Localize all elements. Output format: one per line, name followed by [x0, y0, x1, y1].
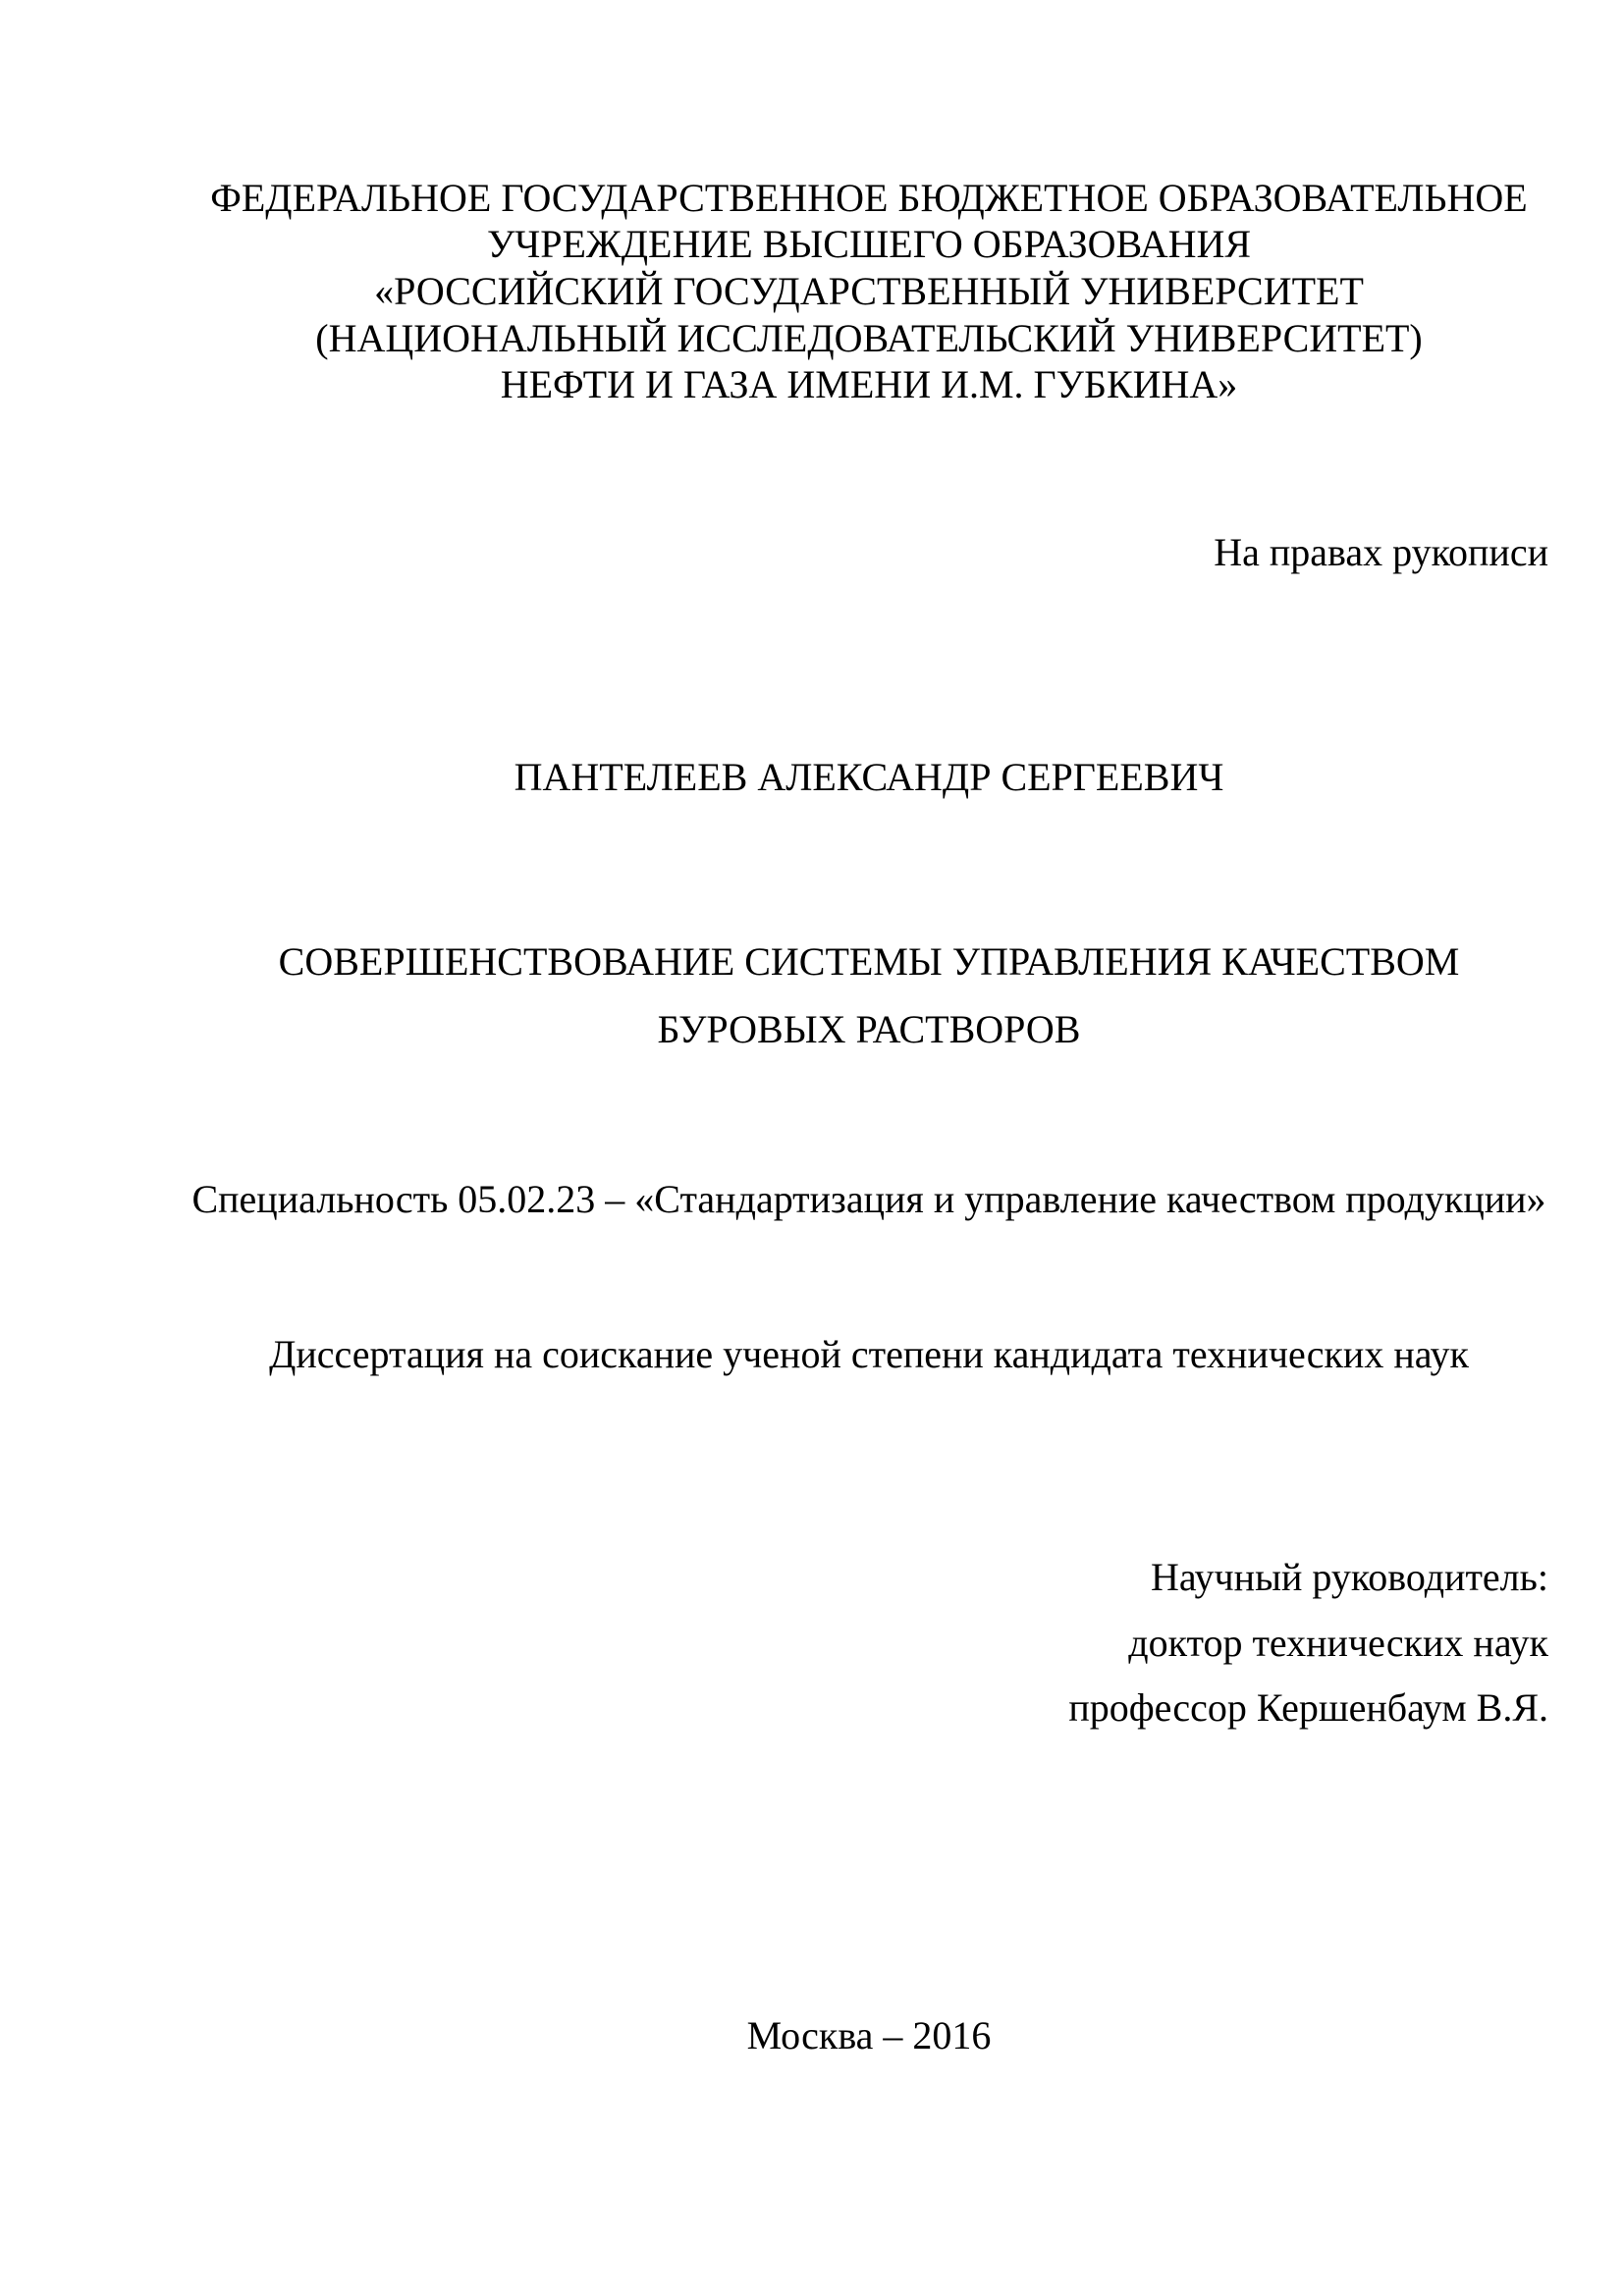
author-name: ПАНТЕЛЕЕВ АЛЕКСАНДР СЕРГЕЕВИЧ: [514, 755, 1224, 799]
institution-line-3: «РОССИЙСКИЙ ГОСУДАРСТВЕННЫЙ УНИВЕРСИТЕТ: [374, 269, 1364, 313]
institution-line-2: УЧРЕЖДЕНИЕ ВЫСШЕГО ОБРАЗОВАНИЯ: [486, 222, 1252, 266]
institution-line-1: ФЕДЕРАЛЬНОЕ ГОСУДАРСТВЕННОЕ БЮДЖЕТНОЕ ОБРАЗОВАТЕЛЬНОЕ: [210, 176, 1528, 220]
degree-statement: Диссертация на соискание ученой степени кандидата технических наук: [269, 1332, 1469, 1376]
specialty: Специальность 05.02.23 – «Стандартизация и управление качеством продукции»: [191, 1177, 1546, 1221]
supervisor-degree: доктор технических наук: [1128, 1621, 1548, 1665]
place-year: Москва – 2016: [746, 2013, 992, 2057]
supervisor-name: профессор Кершенбаум В.Я.: [1068, 1685, 1548, 1730]
title-line-1: СОВЕРШЕНСТВОВАНИЕ СИСТЕМЫ УПРАВЛЕНИЯ КАЧЕСТВОМ: [278, 939, 1460, 984]
manuscript-note: На правах рукописи: [1214, 530, 1548, 574]
institution-line-5: НЕФТИ И ГАЗА ИМЕНИ И.М. ГУБКИНА»: [500, 362, 1238, 406]
institution-line-4: (НАЦИОНАЛЬНЫЙ ИССЛЕДОВАТЕЛЬСКИЙ УНИВЕРСИТЕТ): [315, 316, 1423, 360]
title-line-2: БУРОВЫХ РАСТВОРОВ: [657, 1007, 1081, 1051]
supervisor-label: Научный руководитель:: [1150, 1555, 1548, 1599]
